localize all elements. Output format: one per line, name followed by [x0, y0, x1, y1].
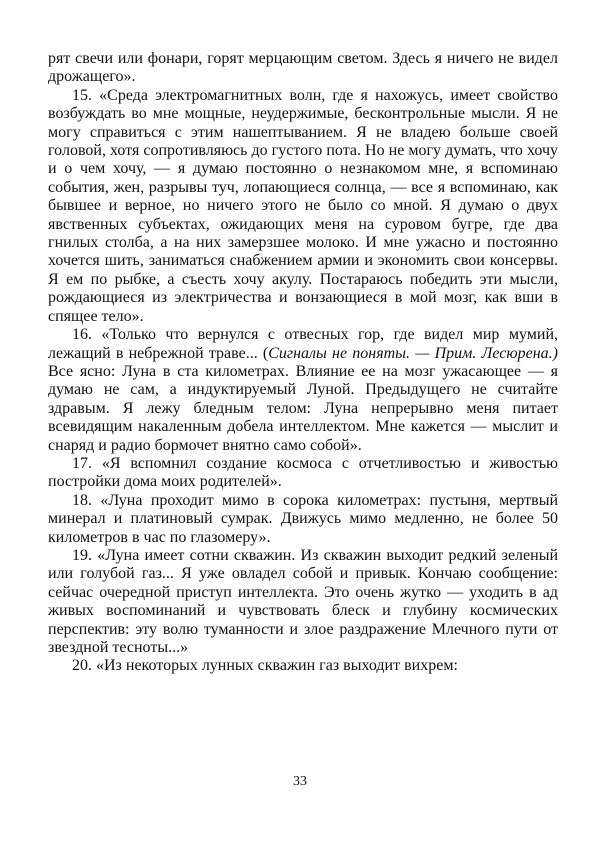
paragraph-18: 18. «Луна проходит мимо в сорока километрах: пустыня, мертвый минерал и платиновый сумрак. Движусь мимо медленно, не более 50 километров в час по глазомеру». [48, 491, 558, 546]
paragraph-16-text-after: Все ясно: Луна в ста километрах. Влияние ее на мозг ужасающее — я думаю не сам, а индуктируемый Луной. Предыдущего не считайте здравым. Я лежу бледным телом: Луна непрерывно меня питает всевидящим накаленным добела интеллектом. Мне кажется — мыслит и снаряд и радио бормочет внятно само собой». [48, 362, 558, 454]
paragraph-20: 20. «Из некоторых лунных скважин газ выходит вихрем: [72, 657, 458, 675]
paragraph-19: 19. «Луна имеет сотни скважин. Из скважин выходит редкий зеленый или голубой газ... Я уже овладел собой и привык. Кончаю сообщение: сейчас очередной приступ интеллекта. Это очень жутко — уходить в ад живых воспоминаний и чувствовать блеск и глубину космических перспектив: эту волю туманности и злое раздражение Млечного пути от звездной тесноты...» [48, 546, 558, 656]
paragraph-16-editor-note: Сигналы не поняты. — Прим. Лесюрена.) [268, 344, 558, 362]
paragraph-17: 17. «Я вспомнил создание космоса с отчетливостью и живостью постройки дома моих родителей». [48, 454, 558, 491]
page-number: 33 [293, 774, 307, 789]
paragraph-15: 15. «Среда электромагнитных волн, где я нахожусь, имеет свойство возбуждать во мне мощные, неудержимые, бесконтрольные мысли. Я не могу справиться с этим нашептыванием. Я не владею больше своей головой, хотя сопротивляюсь до густого пота. Но не могу думать, что хочу и о чем хочу, — я думаю постоянно о незнакомом мне, я вспоминаю события, жен, разрывы туч, лопающиеся солнца, — все я вспоминаю, как бывшее и верное, но ничего этого не было со мной. Я думаю о двух явственных субъектах, ожидающих меня на суровом бугре, где два гнилых столба, а на них замерзшее молоко. И мне ужасно и постоянно хочется шить, заниматься снабжением армии и экономить свои консервы. Я ем по рыбке, а съесть хочу акулу. Постараюсь победить эти мысли, рождающиеся из электричества и вонзающиеся в мой мозг, как вши в спящее тело». [48, 86, 558, 325]
paragraph-continuation: рят свечи или фонари, горят мерцающим светом. Здесь я ничего не видел дрожащего». [48, 50, 558, 86]
page-text [48, 50, 558, 676]
paragraph-16-text-before: 16. «Только что вернулся с отвесных гор, где видел мир мумий, лежащий в небрежной траве... ( [48, 326, 558, 362]
paragraph-16 [48, 326, 558, 455]
